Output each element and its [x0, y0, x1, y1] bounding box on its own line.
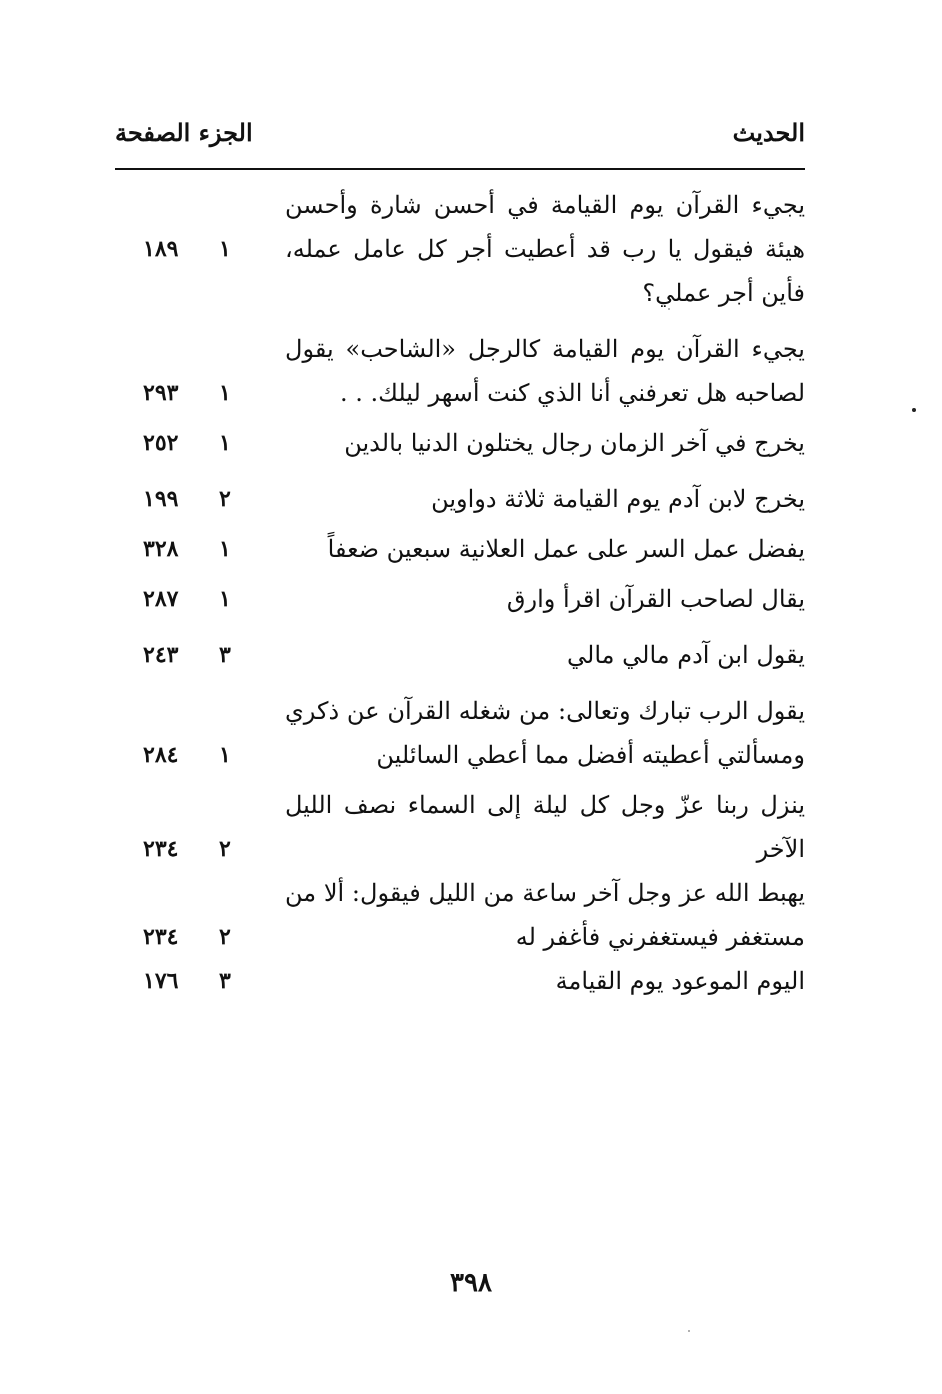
index-entry — [115, 327, 805, 415]
scan-speck — [912, 408, 916, 412]
entry-text: اليوم الموعود يوم القيامة — [555, 967, 805, 995]
entry-text: يقال لصاحب القرآن اقرأ وارق — [506, 585, 805, 613]
index-entry — [115, 183, 805, 315]
entry-text: يهبط الله عز وجل آخر ساعة من الليل فيقول: ألا من مستغفر فيستغفرني فأغفر له — [285, 879, 806, 951]
entry-reference — [115, 915, 255, 959]
entry-reference — [115, 733, 255, 777]
index-entry — [115, 871, 805, 959]
entry-reference — [115, 633, 255, 677]
entry-volume: ١ — [219, 586, 231, 612]
index-entry — [115, 577, 805, 621]
entry-reference — [115, 959, 255, 1003]
entry-volume: ١ — [219, 430, 231, 456]
entry-text: ينزل ربنا عزّ وجل كل ليلة إلى السماء نصف الليل الآخر — [285, 791, 805, 863]
entry-volume: ١ — [219, 380, 231, 406]
entry-reference — [115, 421, 255, 465]
index-entry — [115, 527, 805, 571]
entry-volume: ٢ — [219, 924, 231, 950]
entry-reference — [115, 477, 255, 521]
entry-volume: ٣ — [219, 968, 231, 994]
entry-reference — [115, 827, 255, 871]
page-number: ٣٩٨ — [450, 1268, 492, 1298]
entry-text: يقول ابن آدم مالي مالي — [567, 641, 805, 669]
entry-text: يخرج في آخر الزمان رجال يختلون الدنيا بالدين — [344, 429, 805, 457]
header-volume-page-label: الجزء الصفحة — [115, 118, 253, 147]
index-entry — [115, 959, 805, 1003]
index-entry — [115, 477, 805, 521]
entry-volume: ٢ — [219, 836, 231, 862]
entry-text: يقول الرب تبارك وتعالى: من شغله القرآن عن ذكري ومسألتي أعطيته أفضل مما أعطي السائلين — [285, 697, 805, 769]
entry-reference — [115, 577, 255, 621]
index-entry — [115, 633, 805, 677]
scan-speck — [688, 1330, 690, 1332]
entry-page: ٢٥٢ — [143, 430, 179, 456]
entry-page: ١٩٩ — [143, 486, 179, 512]
entry-page: ٢٣٤ — [143, 924, 179, 950]
table-header — [115, 118, 805, 158]
entry-volume: ١ — [219, 536, 231, 562]
entry-reference — [115, 371, 255, 415]
entry-volume: ٣ — [219, 642, 231, 668]
entry-page: ١٧٦ — [143, 968, 179, 994]
entry-text: يخرج لابن آدم يوم القيامة ثلاثة دواوين — [431, 485, 805, 513]
entry-reference — [115, 227, 255, 271]
index-entry — [115, 421, 805, 465]
header-divider — [115, 168, 805, 170]
entry-volume: ٢ — [219, 486, 231, 512]
entry-text: يجيء القرآن يوم القيامة كالرجل «الشاحب» يقول لصاحبه هل تعرفني أنا الذي كنت أسهر ليلك. . . — [285, 335, 805, 407]
entry-reference — [115, 527, 255, 571]
entry-volume: ١ — [219, 236, 231, 262]
entry-page: ٢٨٧ — [143, 586, 179, 612]
scan-speck — [668, 308, 670, 310]
entry-page: ٢٤٣ — [143, 642, 179, 668]
hadith-index-list — [115, 183, 805, 1003]
entry-page: ١٨٩ — [143, 236, 179, 262]
entry-page: ٢٩٣ — [143, 380, 179, 406]
entry-text: يجيء القرآن يوم القيامة في أحسن شارة وأحسن هيئة فيقول يا رب قد أعطيت أجر كل عامل عمله، فأين أجر عملي؟ — [285, 191, 805, 307]
entry-page: ٢٣٤ — [143, 836, 179, 862]
index-entry — [115, 783, 805, 871]
entry-text: يفضل عمل السر على عمل العلانية سبعين ضعفاً — [327, 535, 805, 563]
entry-page: ٣٢٨ — [143, 536, 179, 562]
index-entry — [115, 689, 805, 777]
entry-page: ٢٨٤ — [143, 742, 179, 768]
entry-volume: ١ — [219, 742, 231, 768]
header-hadith-label: الحديث — [732, 118, 805, 147]
